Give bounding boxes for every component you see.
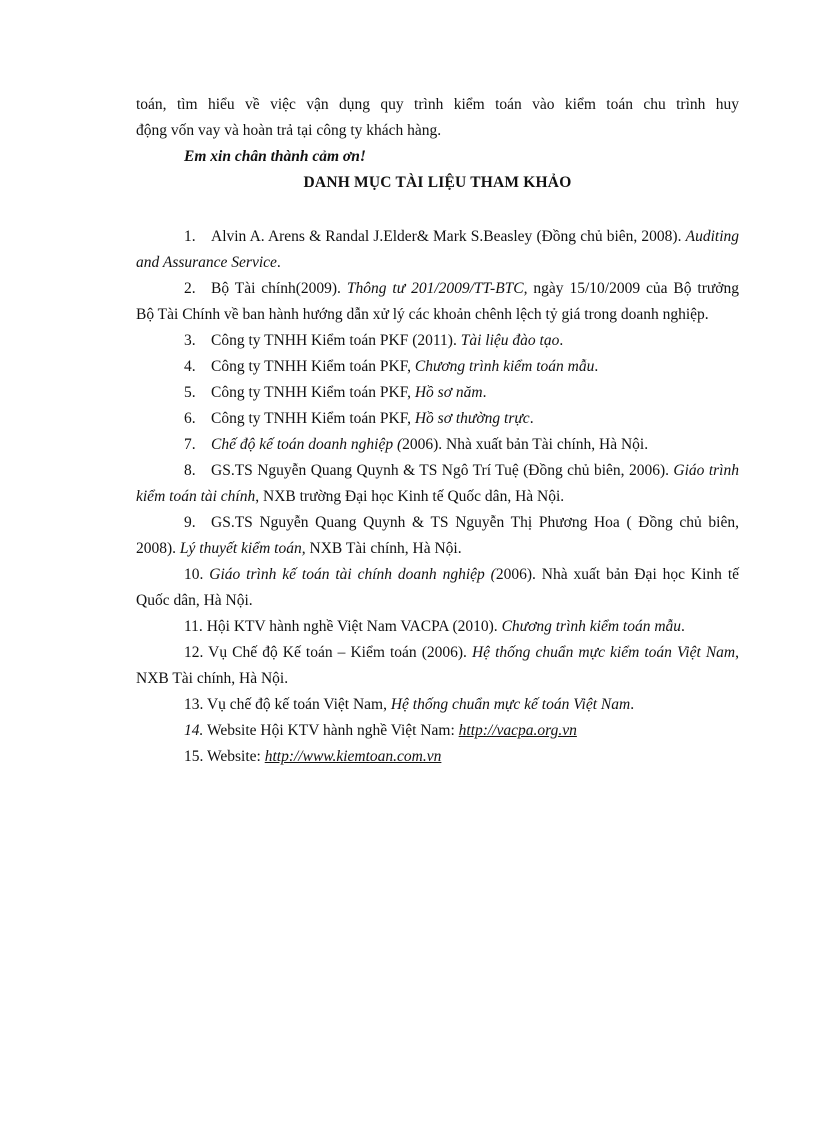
reference-number: 15. — [184, 748, 204, 765]
reference-number: 2. — [184, 280, 196, 297]
reference-item — [136, 458, 739, 510]
references-heading: DANH MỤC TÀI LIỆU THAM KHẢO — [303, 174, 572, 191]
reference-text: Công ty TNHH Kiểm toán PKF, — [211, 384, 415, 401]
reference-title: Giáo trình kế toán tài chính doanh nghiệp ( — [209, 566, 496, 583]
vacpa-website-link[interactable]: http://vacpa.org.vn — [458, 722, 577, 739]
reference-list — [136, 224, 739, 770]
intro-line-1: toán, tìm hiểu về việc vận dụng quy trình kiểm toán vào kiểm toán chu trình huy — [136, 96, 739, 113]
reference-number: 8. — [184, 462, 196, 479]
reference-suffix: . — [594, 358, 599, 375]
reference-text: Website Hội KTV hành nghề Việt Nam: — [206, 722, 459, 739]
reference-suffix: ngày 15/10/2009 của Bộ trưởng Bộ Tài Chính về ban hành hướng dẫn xử lý các khoản chênh lệch tỷ giá trong doanh nghiệp. — [136, 280, 739, 323]
reference-number: 10. — [184, 566, 204, 583]
reference-text: Hội KTV hành nghề Việt Nam VACPA (2010). — [206, 618, 502, 635]
reference-item — [136, 406, 739, 432]
reference-text: Bộ Tài chính(2009). — [211, 280, 347, 297]
reference-suffix: , NXB trường Đại học Kinh tế Quốc dân, Hà Nội. — [255, 488, 565, 505]
reference-item — [136, 432, 739, 458]
reference-number: 12. — [184, 644, 204, 661]
reference-suffix: . — [529, 410, 534, 427]
reference-text: Website: — [206, 748, 265, 765]
reference-suffix: 2006). Nhà xuất bản Đại học Kinh tế Quốc dân, Hà Nội. — [136, 566, 740, 609]
intro-line-2: động vốn vay và hoàn trả tại công ty khách hàng. — [136, 122, 442, 139]
reference-suffix: . — [630, 696, 635, 713]
reference-item — [136, 276, 739, 328]
reference-title: Hồ sơ thường trực — [414, 410, 530, 427]
reference-number: 1. — [184, 228, 196, 245]
reference-number: 6. — [184, 410, 196, 427]
reference-item — [136, 562, 739, 614]
reference-item — [136, 328, 739, 354]
reference-suffix: . — [276, 254, 281, 271]
reference-suffix: . — [681, 618, 685, 635]
reference-text: Alvin A. Arens & Randal J.Elder& Mark S.Beasley (Đồng chủ biên, 2008). — [211, 228, 686, 245]
reference-item — [136, 224, 739, 276]
reference-number: 13. — [184, 696, 204, 713]
reference-item — [136, 718, 739, 744]
reference-text: GS.TS Nguyễn Quang Quynh & TS Ngô Trí Tuệ (Đồng chủ biên, 2006). — [211, 462, 674, 479]
reference-text: Vụ chế độ kế toán Việt Nam, — [206, 696, 391, 713]
reference-item — [136, 510, 739, 562]
reference-suffix: . — [482, 384, 487, 401]
reference-title: Auditing and Assurance Service — [136, 228, 739, 271]
reference-title: Giáo trình kiểm toán tài chính — [136, 462, 739, 505]
reference-title: Hồ sơ năm — [414, 384, 483, 401]
reference-text: GS.TS Nguyễn Quang Quynh & TS Nguyễn Thị Phương Hoa ( Đồng chủ biên, 2008). — [136, 514, 739, 557]
reference-suffix: 2006). Nhà xuất bản Tài chính, Hà Nội. — [402, 436, 649, 453]
reference-title: Lý thuyết kiểm toán, — [179, 540, 306, 557]
reference-suffix: NXB Tài chính, Hà Nội. — [305, 540, 462, 557]
reference-number: 14. — [184, 722, 204, 739]
reference-title: Hệ thống chuẩn mực kiểm toán Việt Nam — [471, 644, 736, 661]
reference-text: Công ty TNHH Kiểm toán PKF (2011). — [211, 332, 461, 349]
reference-text: Công ty TNHH Kiểm toán PKF, — [211, 410, 415, 427]
reference-item — [136, 380, 739, 406]
reference-text: Công ty TNHH Kiểm toán PKF, — [211, 358, 415, 375]
reference-item — [136, 640, 739, 692]
reference-title: Tài liệu đào tạo — [460, 332, 560, 349]
reference-title: Chế độ kế toán doanh nghiệp ( — [211, 436, 403, 453]
reference-number: 11. — [184, 618, 203, 635]
reference-text: Vụ Chế độ Kế toán – Kiểm toán (2006). — [208, 644, 472, 661]
reference-item — [136, 744, 739, 770]
reference-title: Chương trình kiểm toán mẫu — [414, 358, 595, 375]
document-page — [136, 92, 739, 770]
reference-number: 9. — [184, 514, 196, 531]
thanks-line: Em xin chân thành cảm ơn! — [184, 148, 366, 165]
reference-suffix: . — [559, 332, 564, 349]
reference-number: 3. — [184, 332, 196, 349]
reference-number: 7. — [184, 436, 196, 453]
reference-item — [136, 354, 739, 380]
reference-item — [136, 614, 739, 640]
reference-title: Thông tư 201/2009/TT-BTC, — [346, 280, 528, 297]
reference-title: Hệ thống chuẩn mực kế toán Việt Nam — [390, 696, 631, 713]
kiemtoan-website-link[interactable]: http://www.kiemtoan.com.vn — [264, 748, 442, 765]
reference-item — [136, 692, 739, 718]
reference-suffix: , NXB Tài chính, Hà Nội. — [136, 644, 739, 687]
reference-number: 5. — [184, 384, 196, 401]
reference-number: 4. — [184, 358, 196, 375]
reference-title: Chương trình kiểm toán mẫu — [501, 618, 682, 635]
